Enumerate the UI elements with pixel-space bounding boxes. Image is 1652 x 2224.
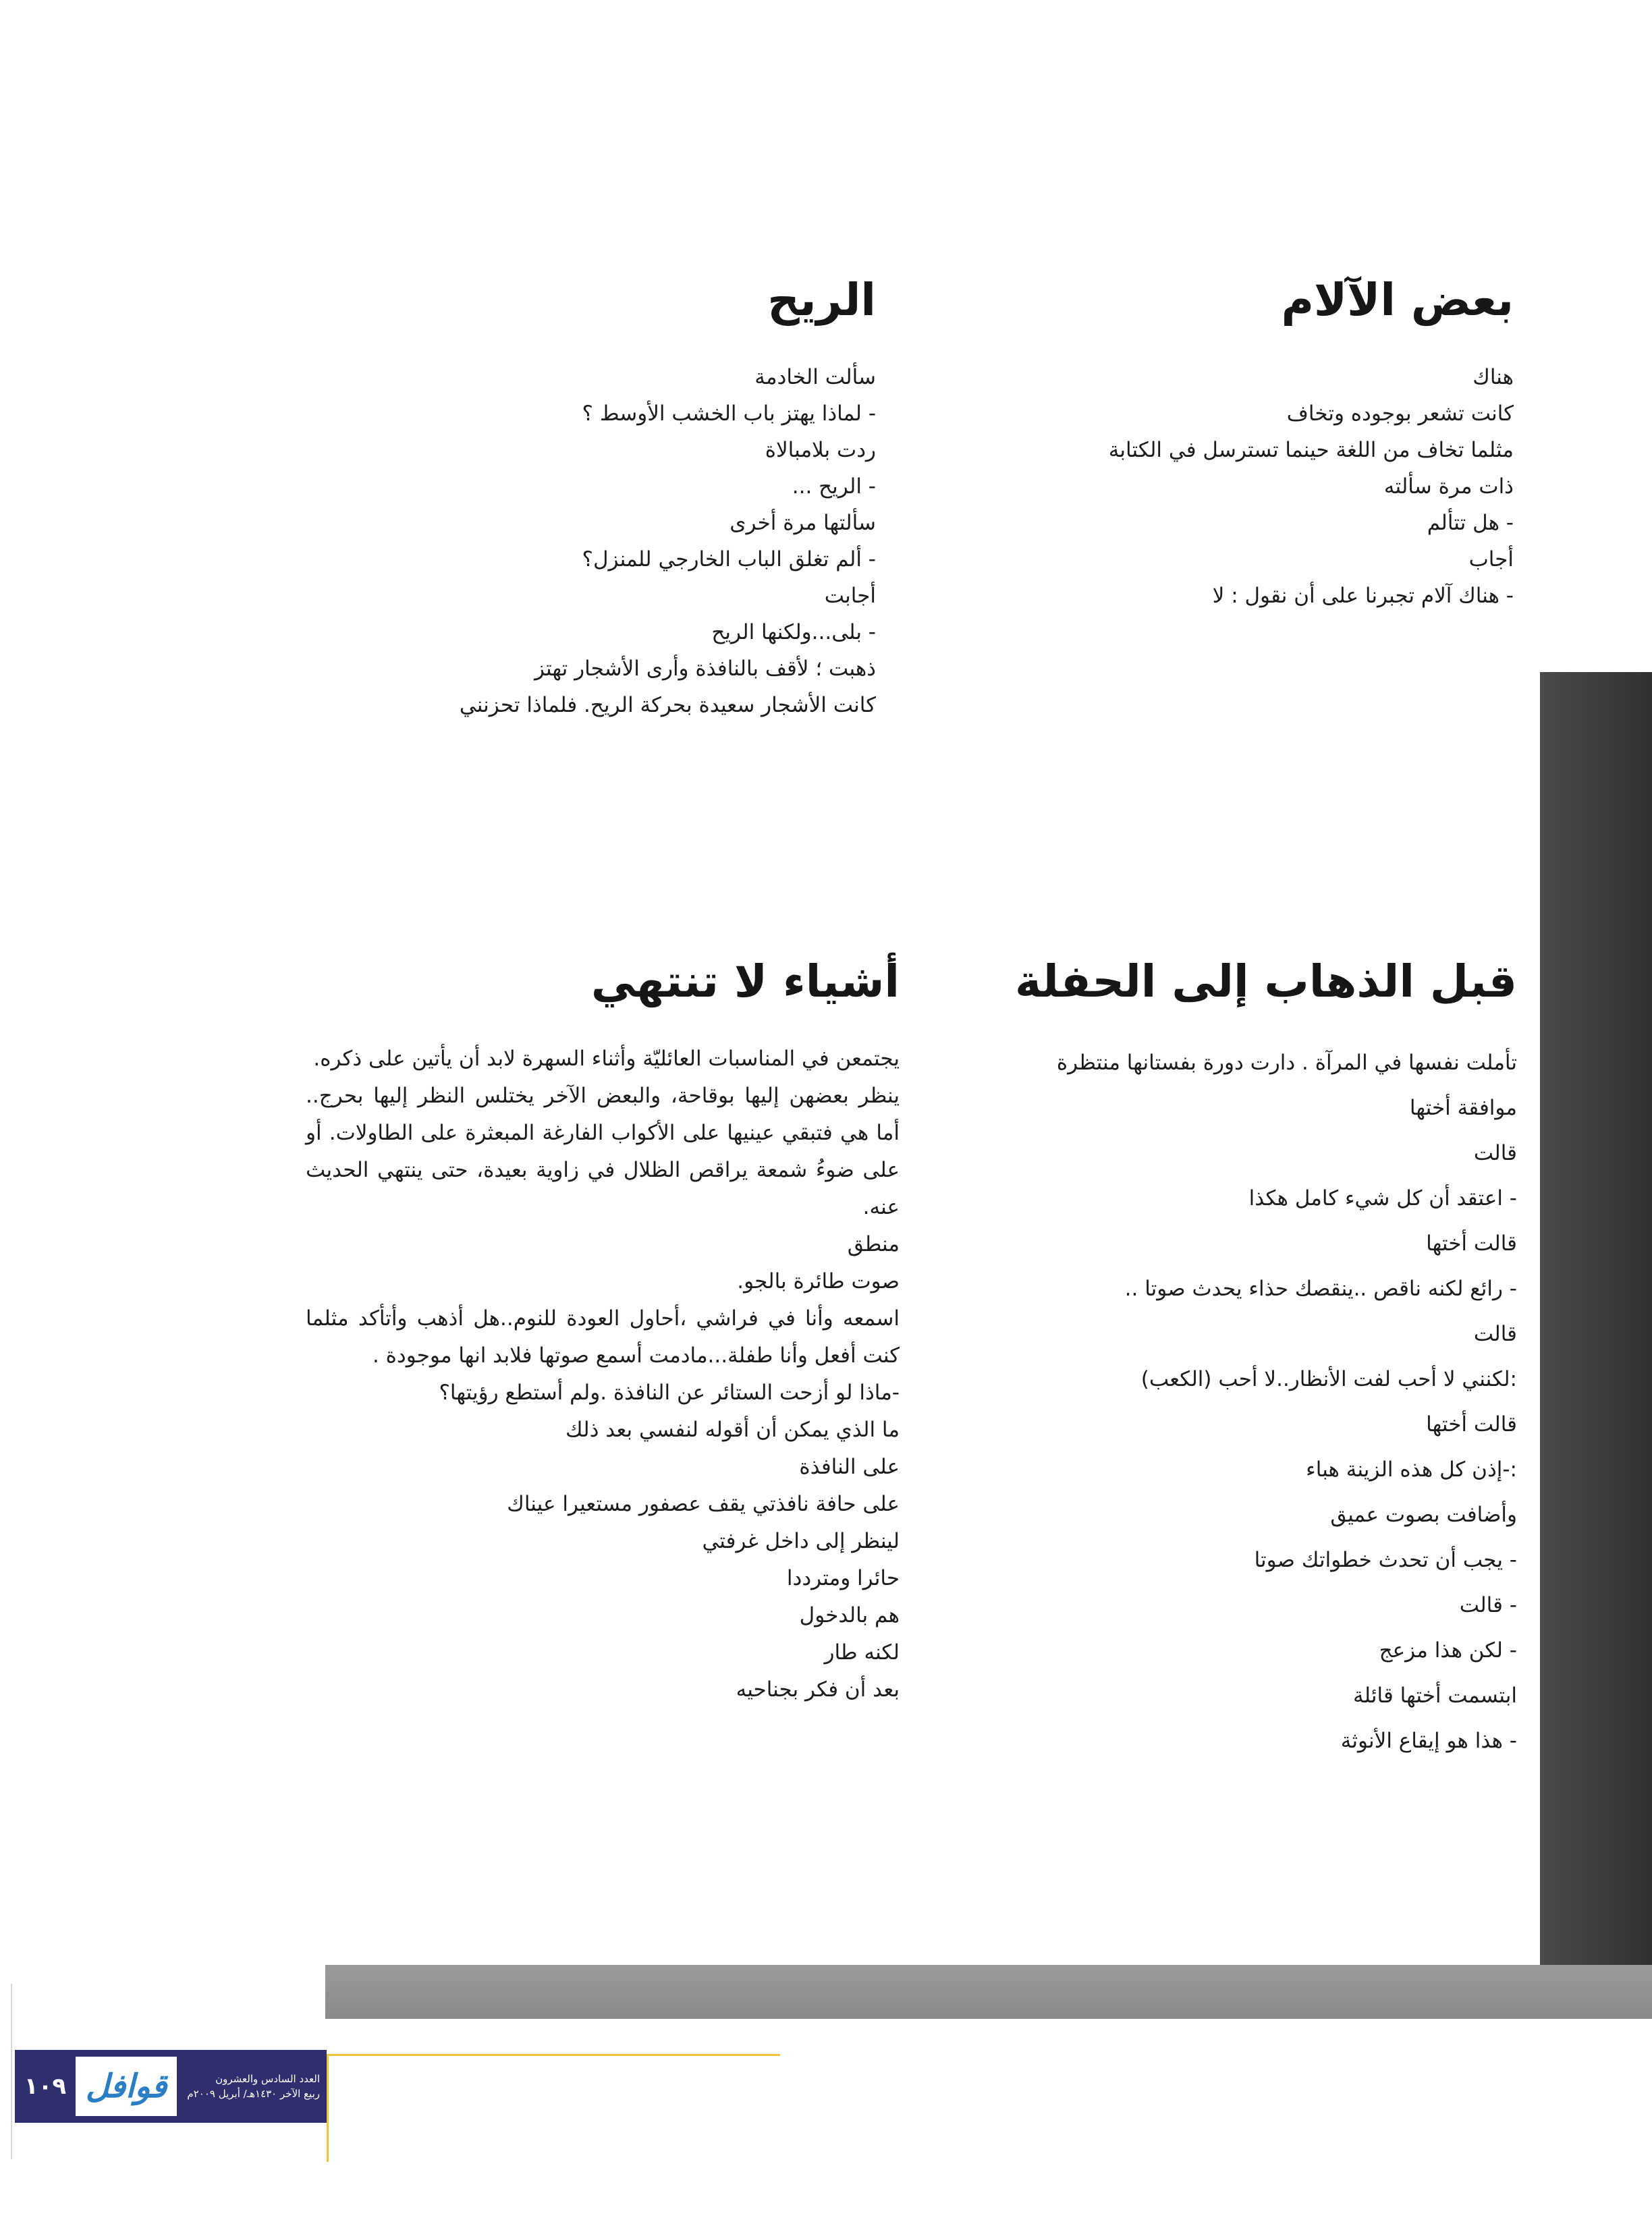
- page-number: ١٠٩: [24, 2073, 67, 2100]
- poem-title: الريح: [767, 274, 876, 326]
- poem-line: لينظر إلى داخل غرفتي: [702, 1529, 900, 1553]
- poem-line: - هناك آلام تجبرنا على أن نقول : لا: [1212, 584, 1514, 608]
- poem-line: على النافذة: [799, 1455, 900, 1479]
- poem-line: وأضافت بصوت عميق: [1330, 1503, 1517, 1527]
- poem-line: حائرا ومترددا: [786, 1566, 900, 1590]
- issue-date: ربيع الآخر ١٤٣٠هـ/ أبريل ٢٠٠٩م: [187, 2088, 320, 2100]
- poem-line: - رائع لكنه ناقص ..ينقصك حذاء يحدث صوتا ..: [1124, 1277, 1517, 1301]
- poem-line: ردت بلامبالاة: [765, 438, 876, 462]
- poem-line: أجاب: [1468, 547, 1514, 572]
- poem-line: منطق: [847, 1232, 900, 1256]
- poem-line: ذات مرة سألته: [1383, 474, 1514, 499]
- poem-line: هناك: [1472, 365, 1514, 389]
- poem-line: أجابت: [824, 584, 876, 608]
- poem-title: قبل الذهاب إلى الحفلة: [1014, 955, 1517, 1007]
- poem-line: قالت: [1473, 1141, 1517, 1165]
- poem-line: سألتها مرة أخرى: [729, 511, 876, 535]
- poem-line: على حافة نافذتي يقف عصفور مستعيرا عيناك: [507, 1492, 900, 1516]
- poem-line: - اعتقد أن كل شيء كامل هكذا: [1248, 1186, 1517, 1211]
- poem-paragraph: اسمعه وأنا في فراشي ،أحاول العودة للنوم..هل أذهب وأتأكد مثلما كنت أفعل وأنا طفلة...مادمت أسمع صوتها فلابد انها موجودة .: [306, 1306, 900, 1368]
- poem-line: لكنه طار: [824, 1640, 900, 1665]
- poem-line: قالت أختها: [1426, 1231, 1517, 1256]
- poem-line: ذهبت ؛ لأقف بالنافذة وأرى الأشجار تهتز: [534, 657, 876, 681]
- poem-some-pains: [873, 270, 1514, 614]
- poem-line: قالت: [1473, 1322, 1517, 1346]
- poem-line: صوت طائرة بالجو.: [737, 1269, 900, 1294]
- footer-accent-vertical-rule: [327, 2054, 329, 2162]
- poem-paragraph: ينظر بعضهن إليها بوقاحة، والبعض الآخر يختلس النظر إليها بحرج.. أما هي فتبقي عينيها على الأكواب الفارغة المبعثرة على الطاولات. أو على ضوءُ شمعة يراقص الظلال في زاوية بعيدة، حتى ينتهي الحديث عنه.: [306, 1084, 900, 1219]
- poem-line: - هل تتألم: [1427, 511, 1514, 535]
- poem-line: - الريح ...: [792, 474, 876, 499]
- poem-line: - يجب أن تحدث خطواتك صوتا: [1254, 1548, 1517, 1572]
- poem-before-the-party: [842, 951, 1517, 1764]
- poem-line: تأملت نفسها في المرآة . دارت دورة بفستانها منتظرة: [1056, 1051, 1517, 1075]
- poem-line: بعد أن فكر بجناحيه: [736, 1677, 900, 1702]
- issue-info: [177, 2072, 327, 2101]
- poem-paragraph: يجتمعن في المناسبات العائليّة وأثناء السهرة لابد أن يأتين على ذكره.: [313, 1047, 900, 1071]
- footer-accent-rule: [327, 2054, 780, 2056]
- poem-line: -ماذا لو أزحت الستائر عن النافذة .ولم أستطع رؤيتها؟: [439, 1381, 900, 1405]
- poem-line: - بلى...ولكنها الريح: [711, 620, 876, 644]
- poem-line: موافقة أختها: [1409, 1096, 1517, 1120]
- bottom-gray-band: [325, 1965, 1652, 2019]
- poem-line: كانت تشعر بوجوده وتخاف: [1286, 401, 1514, 426]
- issue-number: العدد السادس والعشرون: [215, 2073, 320, 2085]
- poem-line: - ألم تغلق الباب الخارجي للمنزل؟: [582, 547, 876, 572]
- poem-line: :-إذن كل هذه الزينة هباء: [1306, 1457, 1517, 1482]
- left-margin-rule: [11, 1984, 12, 2159]
- poem-line: مثلما تخاف من اللغة حينما تسترسل في الكتابة: [1108, 438, 1514, 462]
- poem-line: ابتسمت أختها قائلة: [1353, 1684, 1517, 1708]
- poem-title: بعض الآلام: [1281, 274, 1514, 326]
- page-footer: [15, 2050, 327, 2123]
- poem-line: - لكن هذا مزعج: [1379, 1638, 1517, 1663]
- poem-line: هم بالدخول: [799, 1603, 900, 1628]
- poem-line: قالت أختها: [1426, 1412, 1517, 1437]
- poem-line: :لكنني لا أحب لفت الأنظار..لا أحب (الكعب): [1140, 1367, 1517, 1391]
- page-edge-shadow: [1540, 672, 1652, 1972]
- poem-line: كانت الأشجار سعيدة بحركة الريح. فلماذا تحزنني: [459, 693, 876, 717]
- poem-line: - لماذا يهتز باب الخشب الأوسط ؟: [582, 401, 876, 426]
- poem-line: - هذا هو إيقاع الأنوثة: [1340, 1729, 1517, 1753]
- poem-line: - قالت: [1459, 1593, 1517, 1617]
- poem-the-wind: [269, 270, 876, 723]
- poem-title: أشياء لا تنتهي: [590, 955, 900, 1007]
- poem-line: سألت الخادمة: [754, 365, 876, 389]
- magazine-logo: قوافل: [76, 2057, 177, 2116]
- poem-endless-things: [306, 951, 900, 1708]
- poem-line: ما الذي يمكن أن أقوله لنفسي بعد ذلك: [566, 1418, 900, 1442]
